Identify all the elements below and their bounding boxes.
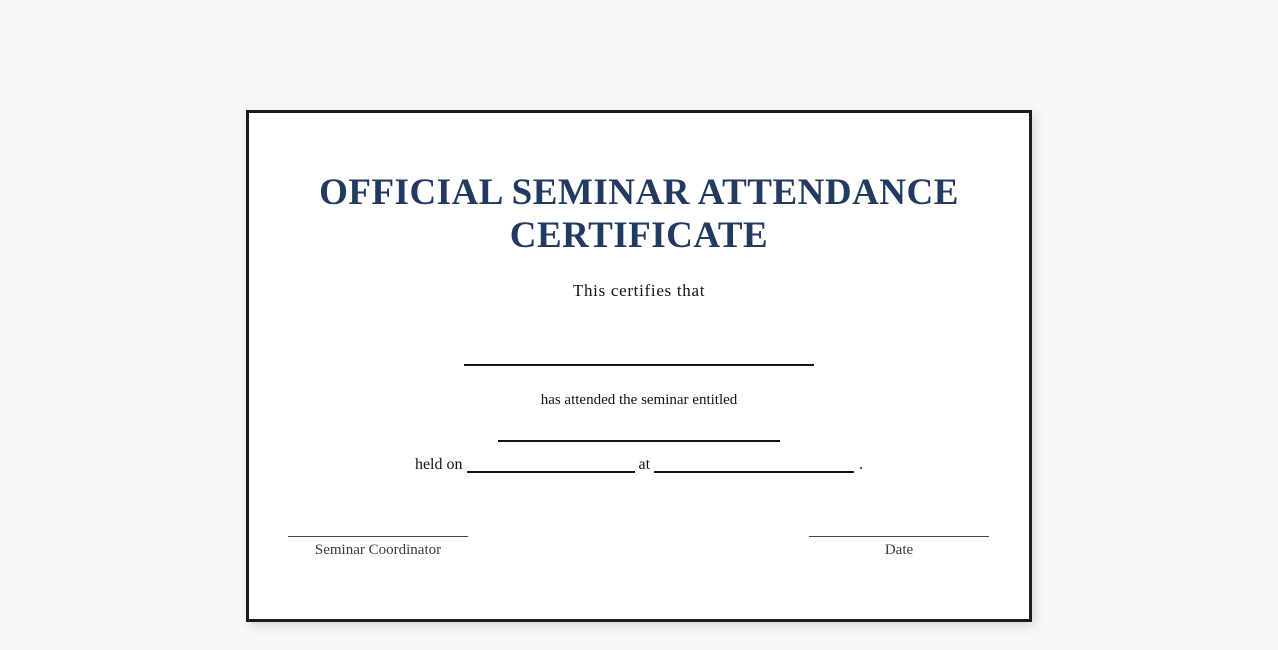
certificate-title: OFFICIAL SEMINAR ATTENDANCE CERTIFICATE (319, 172, 959, 256)
date-blank-line (467, 455, 635, 473)
signature-block-coordinator (288, 536, 468, 559)
signature-block-date (809, 536, 989, 559)
held-on-sentence (249, 455, 1029, 474)
at-label: at (638, 456, 651, 473)
intro-text: This certifies that (572, 281, 706, 300)
seminar-title-line (498, 440, 780, 442)
date-signature-label: Date (884, 542, 914, 558)
attendee-name-line (464, 364, 814, 366)
coordinator-signature-label: Seminar Coordinator (314, 542, 442, 558)
held-on-label: held on (414, 456, 463, 473)
sentence-period: . (859, 456, 864, 473)
location-blank-line (654, 455, 854, 473)
attended-text: has attended the seminar entitled (540, 392, 738, 408)
certificate-paper (246, 110, 1032, 622)
